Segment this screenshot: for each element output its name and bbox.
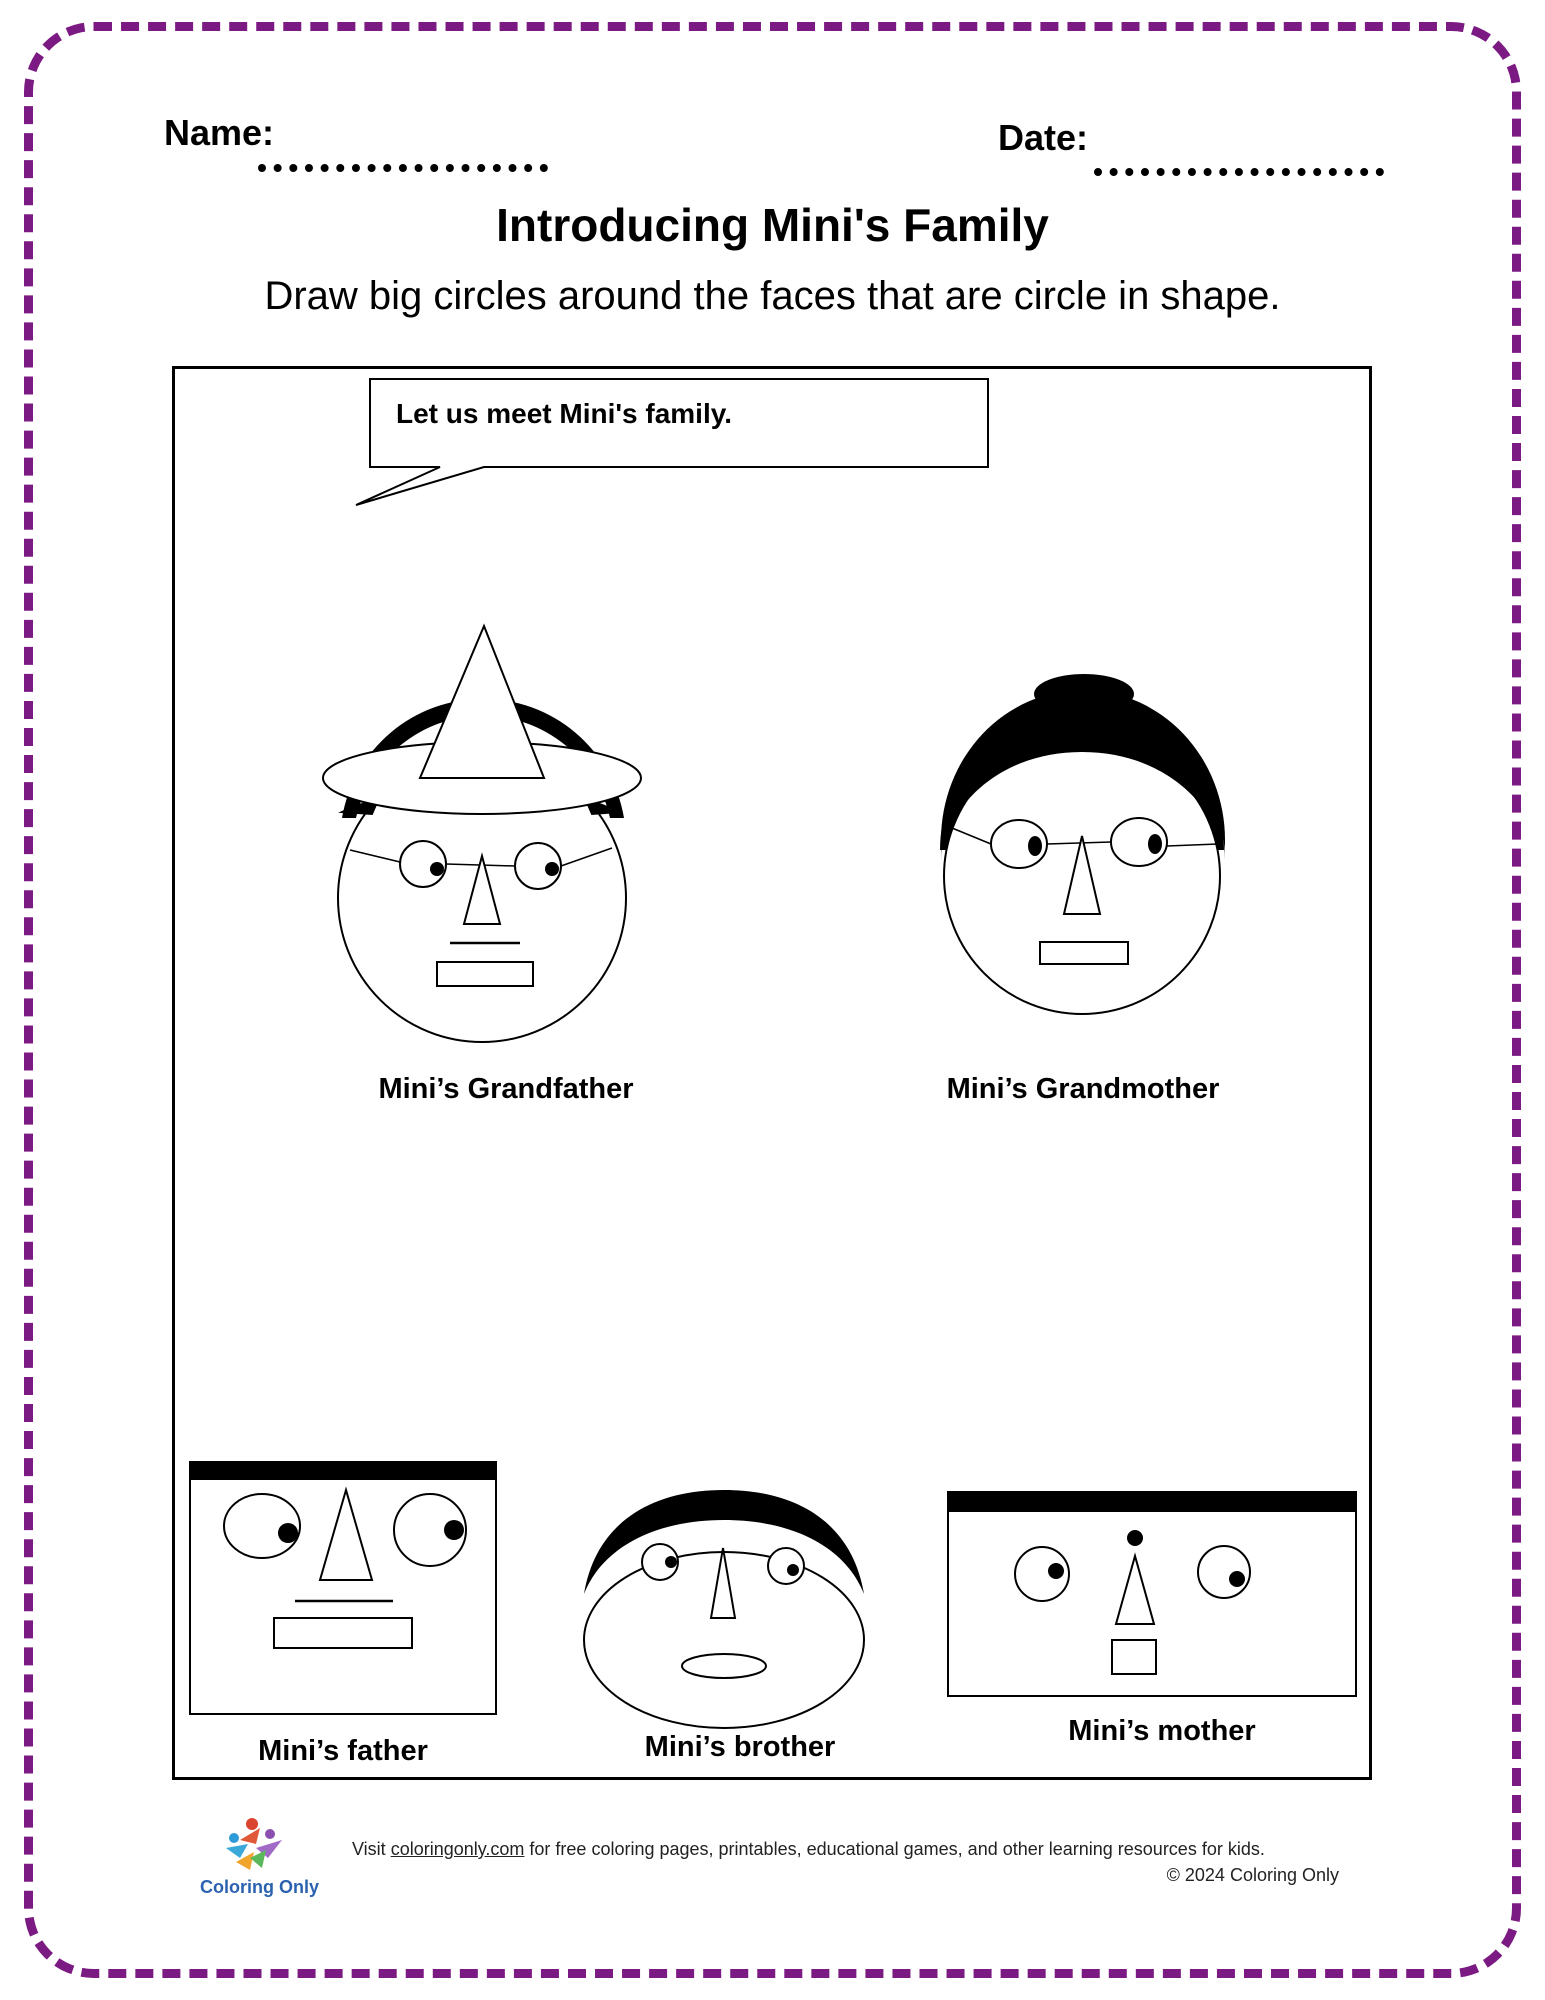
brother-mouth [682, 1654, 766, 1678]
mother-bindi [1127, 1530, 1143, 1546]
brother-right-eye [768, 1548, 804, 1584]
page-title: Introducing Mini's Family [496, 199, 1049, 251]
footer-visit-prefix: Visit [352, 1839, 391, 1859]
father-mouth [274, 1618, 412, 1648]
grandfather-mouth [437, 962, 533, 986]
father-hair [190, 1462, 496, 1480]
mother-face [948, 1492, 1356, 1696]
grandfather-hat-cone [420, 626, 544, 778]
grandfather-label: Mini’s Grandfather [378, 1073, 634, 1105]
mother-mouth [1112, 1640, 1156, 1674]
grandmother-mouth [1040, 942, 1128, 964]
logo-text: Coloring Only [200, 1877, 319, 1897]
footer-visit-suffix: for free coloring pages, printables, educational games, and other learning resources for kids. [524, 1839, 1265, 1859]
brother-label: Mini’s brother [644, 1731, 836, 1763]
mother-hair [948, 1492, 1356, 1512]
date-label: Date: [998, 117, 1089, 158]
mother-right-eye [1198, 1546, 1250, 1598]
father-face [190, 1462, 496, 1714]
grandfather-face [323, 626, 641, 1042]
footer-visit-text [352, 1839, 1265, 1860]
mother-label: Mini’s mother [1068, 1715, 1256, 1747]
site-link[interactable]: coloringonly.com [390, 1839, 525, 1859]
name-label: Name: [164, 112, 275, 153]
grandmother-label: Mini’s Grandmother [946, 1073, 1220, 1105]
brother-face [584, 1490, 864, 1728]
grandmother-face [940, 674, 1225, 1014]
coloring-only-logo-icon [226, 1818, 282, 1870]
father-label: Mini’s father [258, 1735, 428, 1767]
copyright-text: © 2024 Coloring Only [1166, 1865, 1339, 1885]
instruction-text: Draw big circles around the faces that are circle in shape. [264, 274, 1281, 318]
speech-bubble-text: Let us meet Mini's family. [396, 398, 732, 429]
